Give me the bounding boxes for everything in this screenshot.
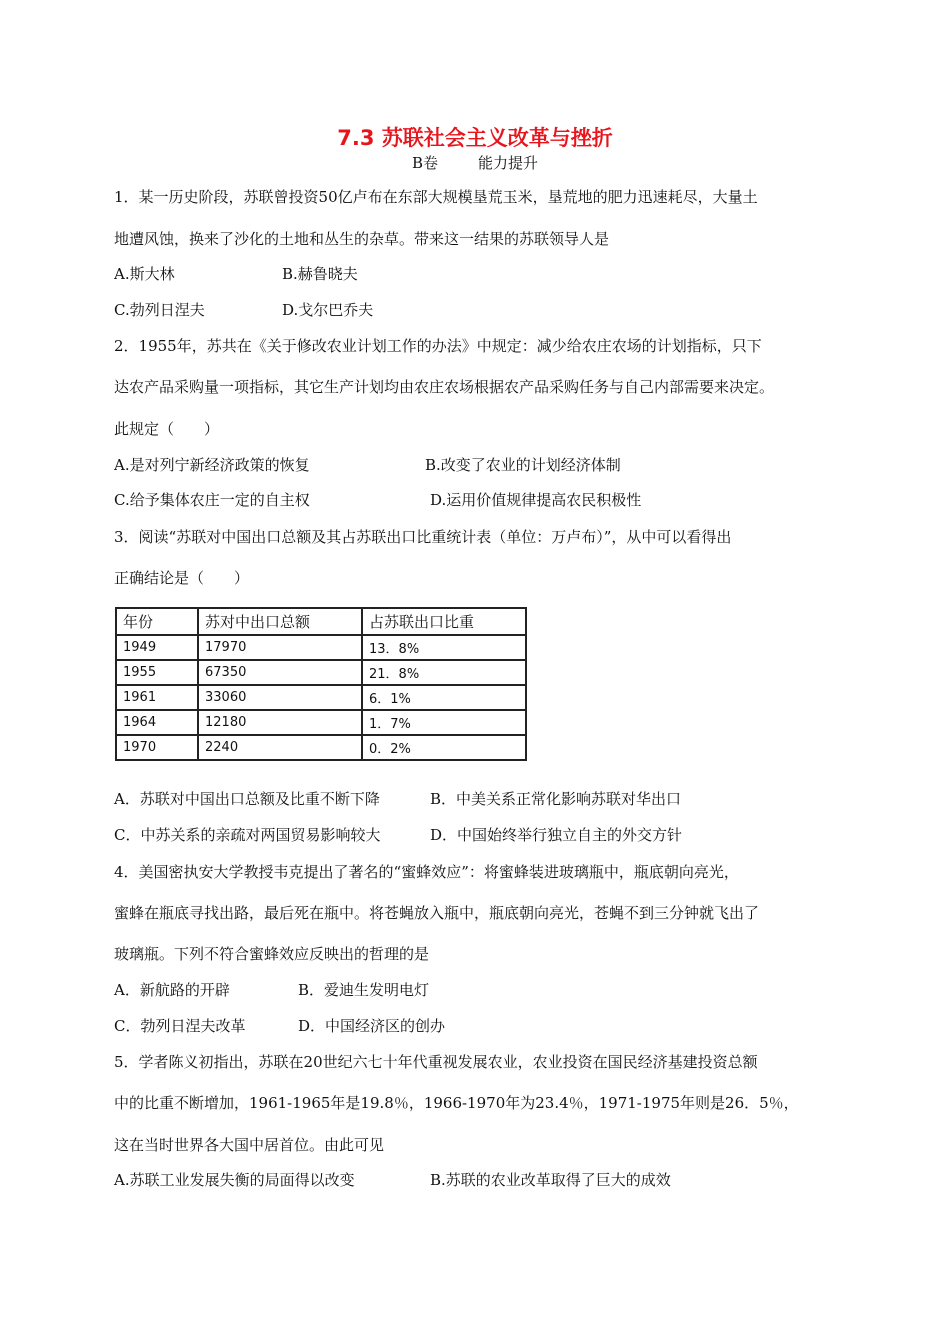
q2-option-b: B.改变了农业的计划经济体制 — [425, 456, 621, 474]
q2-text-line-3: 此规定（ ） — [114, 420, 220, 438]
table-header-export-total: 苏对中出口总额 — [198, 608, 362, 635]
table-cell-export-share: 1．7% — [362, 710, 526, 735]
table-cell-year: 1970 — [116, 735, 198, 760]
export-statistics-table — [115, 607, 527, 761]
q4-option-a: A．新航路的开辟 — [114, 981, 230, 999]
q5-option-b: B.苏联的农业改革取得了巨大的成效 — [430, 1171, 671, 1189]
table-cell-year: 1964 — [116, 710, 198, 735]
table-cell-export-total: 2240 — [198, 735, 362, 760]
q3-text-line-2: 正确结论是（ ） — [114, 569, 250, 587]
q5-text-line-3: 这在当时世界各大国中居首位。由此可见 — [114, 1136, 385, 1154]
q4-text-line-1: 4．美国密执安大学教授韦克提出了著名的“蜜蜂效应”：将蜜蜂装进玻璃瓶中，瓶底朝向亮光， — [114, 863, 739, 881]
q3-option-a: A．苏联对中国出口总额及比重不断下降 — [114, 790, 380, 808]
q1-text-line-1: 1．某一历史阶段，苏联曾投资50亿卢布在东部大规模垦荒玉米，垦荒地的肥力迅速耗尽，大量土 — [114, 188, 758, 206]
q2-text-line-1: 2．1955年，苏共在《关于修改农业计划工作的办法》中规定：减少给农庄农场的计划指标，只下 — [114, 337, 762, 355]
section-label: 能力提升 — [478, 154, 539, 172]
q1-option-d: D.戈尔巴乔夫 — [282, 301, 374, 319]
table-cell-year: 1955 — [116, 660, 198, 685]
q3-text-line-1: 3．阅读“苏联对中国出口总额及其占苏联出口比重统计表（单位：万卢布）”，从中可以看得出 — [114, 528, 732, 546]
table-header-row — [116, 608, 526, 635]
q1-option-a: A.斯大林 — [114, 265, 175, 283]
q4-option-c: C．勃列日涅夫改革 — [114, 1017, 246, 1035]
table-row — [116, 635, 526, 660]
table-cell-export-total: 33060 — [198, 685, 362, 710]
q5-text-line-1: 5．学者陈义初指出，苏联在20世纪六七十年代重视发展农业，农业投资在国民经济基建投资总额 — [114, 1053, 758, 1071]
q4-text-line-2: 蜜蜂在瓶底寻找出路，最后死在瓶中。将苍蝇放入瓶中，瓶底朝向亮光，苍蝇不到三分钟就飞出了 — [114, 904, 760, 922]
q4-option-d: D．中国经济区的创办 — [298, 1017, 446, 1035]
page-subtitle — [0, 152, 950, 173]
table-row — [116, 685, 526, 710]
table-cell-export-share: 6．1% — [362, 685, 526, 710]
q4-option-b: B．爱迪生发明电灯 — [298, 981, 430, 999]
table-row — [116, 710, 526, 735]
table-cell-export-share: 0．2% — [362, 735, 526, 760]
q3-option-c: C．中苏关系的亲疏对两国贸易影响较大 — [114, 826, 381, 844]
table-cell-year: 1949 — [116, 635, 198, 660]
q3-option-d: D．中国始终举行独立自主的外交方针 — [430, 826, 683, 844]
q2-option-c: C.给予集体农庄一定的自主权 — [114, 491, 310, 509]
table-cell-export-total: 12180 — [198, 710, 362, 735]
table-row — [116, 735, 526, 760]
volume-label: B卷 — [411, 154, 438, 172]
q2-text-line-2: 达农产品采购量一项指标，其它生产计划均由农庄农场根据农产品采购任务与自己内部需要来决定。 — [114, 378, 775, 396]
table-cell-export-share: 13．8% — [362, 635, 526, 660]
page-title: 7.3 苏联社会主义改革与挫折 — [337, 126, 613, 150]
table-header-export-share: 占苏联出口比重 — [362, 608, 526, 635]
q2-option-a: A.是对列宁新经济政策的恢复 — [114, 456, 310, 474]
q3-option-b: B．中美关系正常化影响苏联对华出口 — [430, 790, 682, 808]
table-cell-export-total: 17970 — [198, 635, 362, 660]
q1-option-b: B.赫鲁晓夫 — [282, 265, 358, 283]
q2-option-d: D.运用价值规律提高农民积极性 — [430, 491, 642, 509]
table-cell-year: 1961 — [116, 685, 198, 710]
q1-text-line-2: 地遭风蚀，换来了沙化的土地和丛生的杂草。带来这一结果的苏联领导人是 — [114, 230, 610, 248]
table-header-year: 年份 — [116, 608, 198, 635]
q4-text-line-3: 玻璃瓶。下列不符合蜜蜂效应反映出的哲理的是 — [114, 945, 430, 963]
table-cell-export-share: 21．8% — [362, 660, 526, 685]
table-cell-export-total: 67350 — [198, 660, 362, 685]
table-row — [116, 660, 526, 685]
q5-option-a: A.苏联工业发展失衡的局面得以改变 — [114, 1171, 355, 1189]
q1-option-c: C.勃列日涅夫 — [114, 301, 205, 319]
q5-text-line-2: 中的比重不断增加，1961-1965年是19.8％，1966-1970年为23.4％，1971-1975年则是26．5％， — [114, 1094, 799, 1112]
